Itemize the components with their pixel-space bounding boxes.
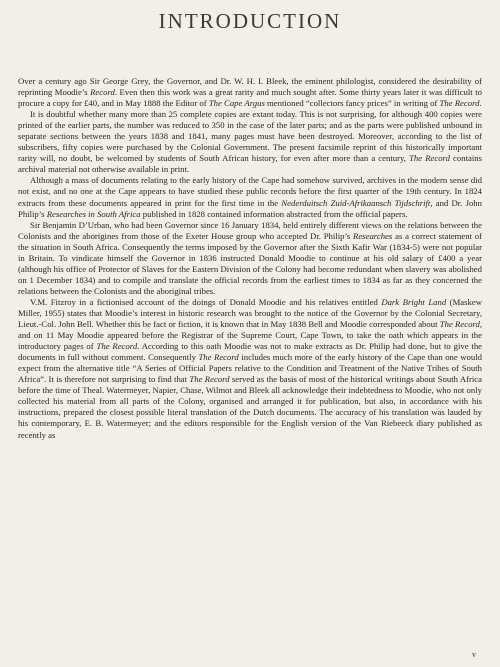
text-run: . Even then this work was a great rarity and much sought after. Some thirty years later it was difficult to procure a copy for £40, and in May 1888 the Editor of xyxy=(18,87,482,109)
italic-text: The Record xyxy=(189,374,230,385)
text-run: published in 1828 contained information abstracted from the official papers. xyxy=(140,208,408,219)
body-text xyxy=(18,76,482,441)
page-title: INTRODUCTION xyxy=(158,9,342,33)
italic-text: Researches in South Africa xyxy=(46,208,141,219)
page-mark: v xyxy=(472,650,476,659)
text-run: includes much more of the early history of the Cape than one would expect from the alternative title “A Series of Official Papers relative to the Condition and Treatment of the Native Tribes of South Africa”. It is therefore not surprising to find that xyxy=(18,352,482,385)
paragraph xyxy=(18,175,482,219)
paragraph xyxy=(18,76,482,109)
text-run: contains archival material not otherwise available in print. xyxy=(18,153,482,175)
italic-text: The Record xyxy=(96,341,138,352)
text-run: served as the basis of most of the historical writings about South Africa before the time of Theal. Watermeyer, Napier, Chase, Wilmot and Bleek all acknowledge their indebtedness to Moodie, who not only collected his material from all parts of the Colony, organised and arranged it for publication, but also, in accordance with his instructions, prepared the closest possible literal translation of the Dutch documents. The accuracy of his translation was lauded by his contemporary, E. B. Watermeyer; and the editors responsible for the English version of the Van Riebeeck diary published as recently as xyxy=(18,374,483,440)
italic-text: The Record xyxy=(198,352,239,363)
text-run: . xyxy=(479,98,482,109)
italic-text: The Cape Argus xyxy=(208,98,265,109)
italic-text: The Record xyxy=(439,98,480,109)
text-run: as a correct statement of the situation in South Africa. Consequently the terms imposed by the Governor after the Sixth Kafir War (1834-5) were not popular in Britain. To vindicate himself the Governor in 1836 instructed Donald Moodie to continue at his old salary of £400 a year (although his office of Protector of Slaves for the Eastern Division of the Colony had become redundant when slavery was abolished on 1 December 1834) and to compile and translate the official records from the earliest times to 1834 as far as they concerned the relations between the Colonists and the aboriginal tribes. xyxy=(18,230,482,296)
italic-text: Record xyxy=(90,87,115,98)
text-run: It is doubtful whether many more than 25 complete copies are extant today. This is not surprising, for although 400 copies were printed of the earlier parts, the number was reduced to 350 in the case of the later parts; and as the parts were published unbound in separate sections between the years 1838 and 1841, many pages must have been destroyed. Moreover, according to the list of subscribers, fifty copies were purchased by the Colonial Government. The present facsimile reprint of this historically important rarity will, no doubt, be welcomed by students of South African history, for even after more than a century, xyxy=(18,109,482,164)
text-run: , and Dr. John Philip’s xyxy=(18,197,482,219)
paragraph xyxy=(18,297,482,441)
text-run: (Maskew Miller, 1955) states that Moodie’s interest in historic research was brought to the notice of the Governor by the Colonial Secretary, Lieut.-Col. John Bell. Whether this be fact or fiction, it is known that in May 1838 Bell and Moodie corresponded about xyxy=(18,296,483,330)
text-run: Although a mass of documents relating to the early history of the Cape had somehow survived, archives in the modern sense did not exist, and no one at the Cape appears to have studied these public records before the first quarter of the 19th century. In 1824 extracts from these documents appeared in print for the first time in the xyxy=(18,175,482,208)
text-run: Over a century ago Sir George Grey, the Governor, and Dr. W. H. I. Bleek, the eminent philologist, considered the desirability of reprinting Moodie’s xyxy=(18,76,482,98)
italic-text: Nederduitsch Zuid-Afrikaansch Tijdschrift xyxy=(281,197,431,208)
text-run: , and on 11 May Moodie appeared before the Registrar of the Supreme Court, Cape Town, to take the oath which appears in the introductory pages of xyxy=(18,319,482,352)
paragraph xyxy=(18,109,482,175)
text-run: . According to this oath Moodie was not to make extracts as Dr. Philip had done, but to give the documents in full without comment. Consequently xyxy=(18,341,483,363)
italic-text: The Record xyxy=(439,319,480,330)
text-run: V.M. Fitzroy in a fictionised account of the doings of Donald Moodie and his relatives entitled xyxy=(30,296,382,307)
italic-text: Dark Bright Land xyxy=(381,296,447,307)
paragraph xyxy=(18,220,482,297)
text-run: Sir Benjamin D’Urban, who had been Governor since 16 January 1834, held entirely different views on the relations between the Colonists and the aborigines from those of the Exeter House group who accepted Dr. Philip’s xyxy=(18,219,482,241)
italic-text: The Record xyxy=(409,153,450,164)
italic-text: Researches xyxy=(353,230,393,241)
text-run: mentioned “collectors fancy prices” in writing of xyxy=(264,98,440,109)
